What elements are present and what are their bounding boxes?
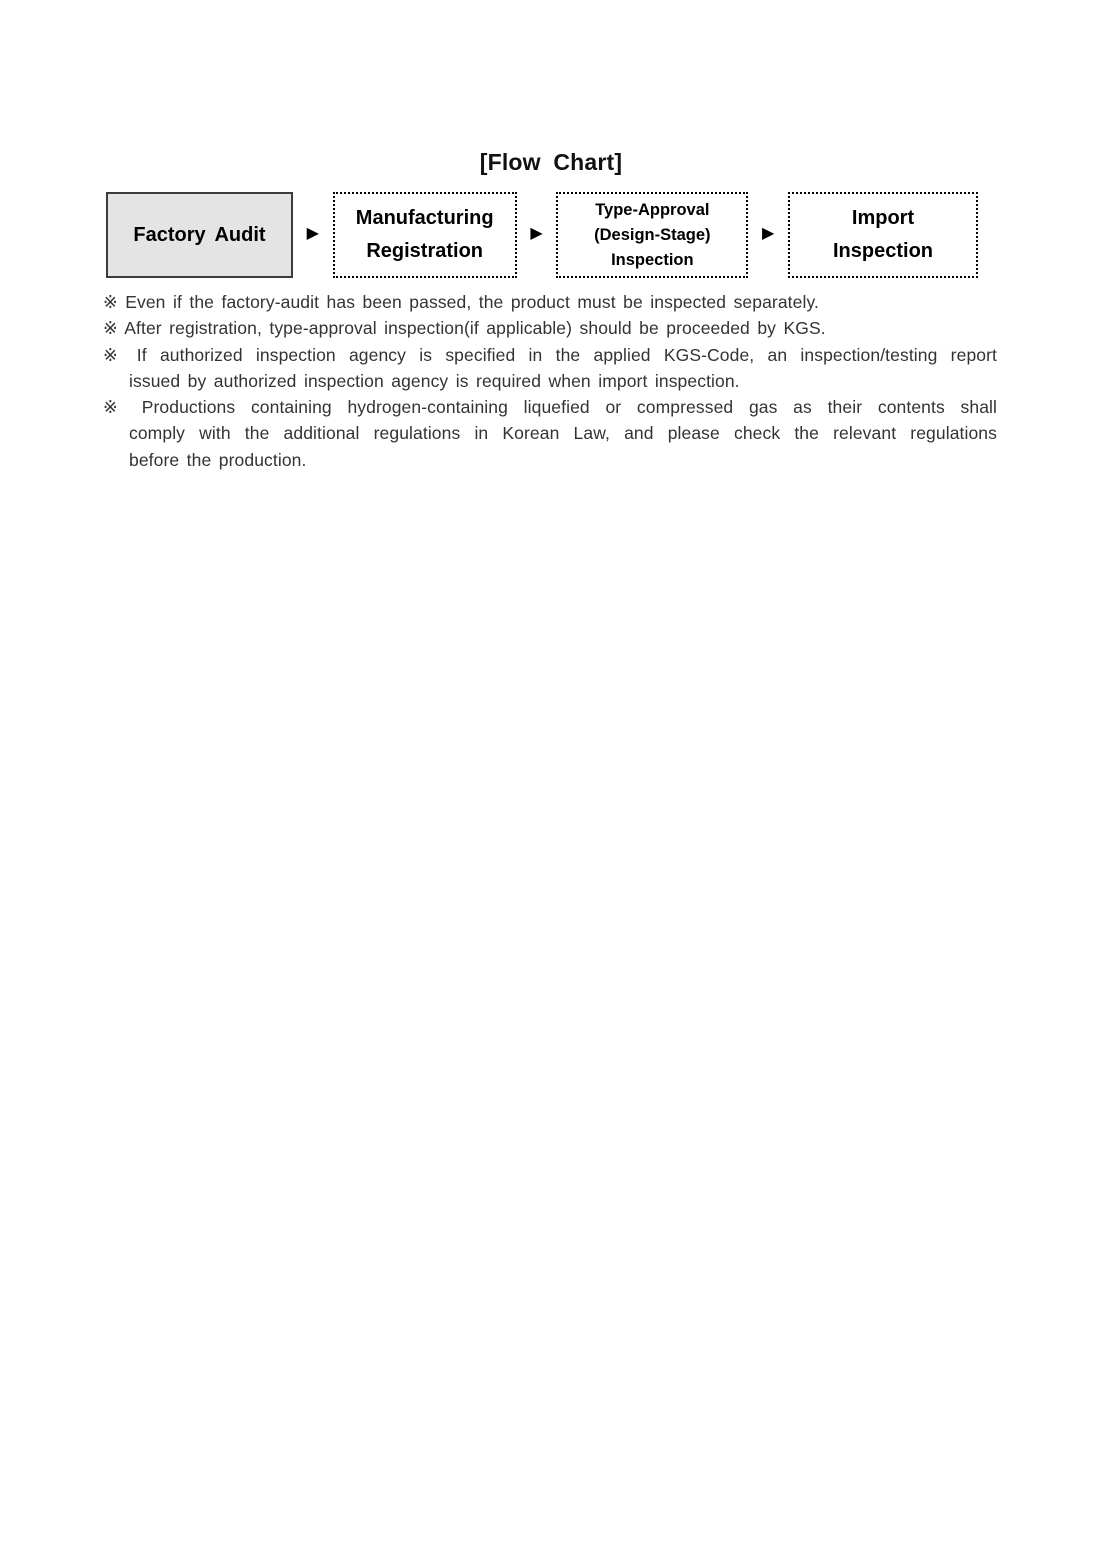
flow-step-factory-audit	[106, 192, 293, 278]
flow-step-label: Registration	[366, 240, 484, 262]
flow-step-label: Factory Audit	[133, 223, 266, 246]
note-line: ※ After registration, type-approval inspection(if applicable) should be proceeded by KGS.	[103, 318, 826, 339]
flow-step-import-inspection	[788, 192, 978, 278]
flow-chart-title: [Flow Chart]	[479, 149, 623, 175]
footnotes	[103, 289, 997, 473]
note-line: before the production.	[129, 449, 307, 470]
flow-step-label: (Design-Stage)	[594, 225, 711, 244]
flow-step-label: Type-Approval	[595, 200, 710, 219]
arrow-right-icon: ▶	[530, 225, 543, 242]
flow-step-manufacturing-registration	[333, 192, 517, 278]
arrow-right-icon: ▶	[762, 225, 775, 242]
note-line: comply with the additional regulations in Korean Law, and please check the relevant regulations	[129, 423, 997, 444]
flow-step-label: Inspection	[611, 250, 694, 269]
note-line: ※ Even if the factory-audit has been passed, the product must be inspected separately.	[103, 292, 819, 312]
flow-step-type-approval-inspection	[556, 192, 748, 278]
flow-chart	[106, 192, 978, 278]
flow-step-label: Inspection	[833, 240, 934, 262]
note-line: issued by authorized inspection agency is required when import inspection.	[129, 370, 740, 391]
arrow-right-icon: ▶	[306, 225, 319, 242]
note-line: ※ If authorized inspection agency is specified in the applied KGS-Code, an inspection/testing report	[103, 344, 997, 365]
flow-step-label: Import	[851, 207, 915, 229]
flow-step-label: Manufacturing	[355, 207, 494, 229]
note-line: ※ Productions containing hydrogen-containing liquefied or compressed gas as their contents shall	[103, 397, 997, 418]
